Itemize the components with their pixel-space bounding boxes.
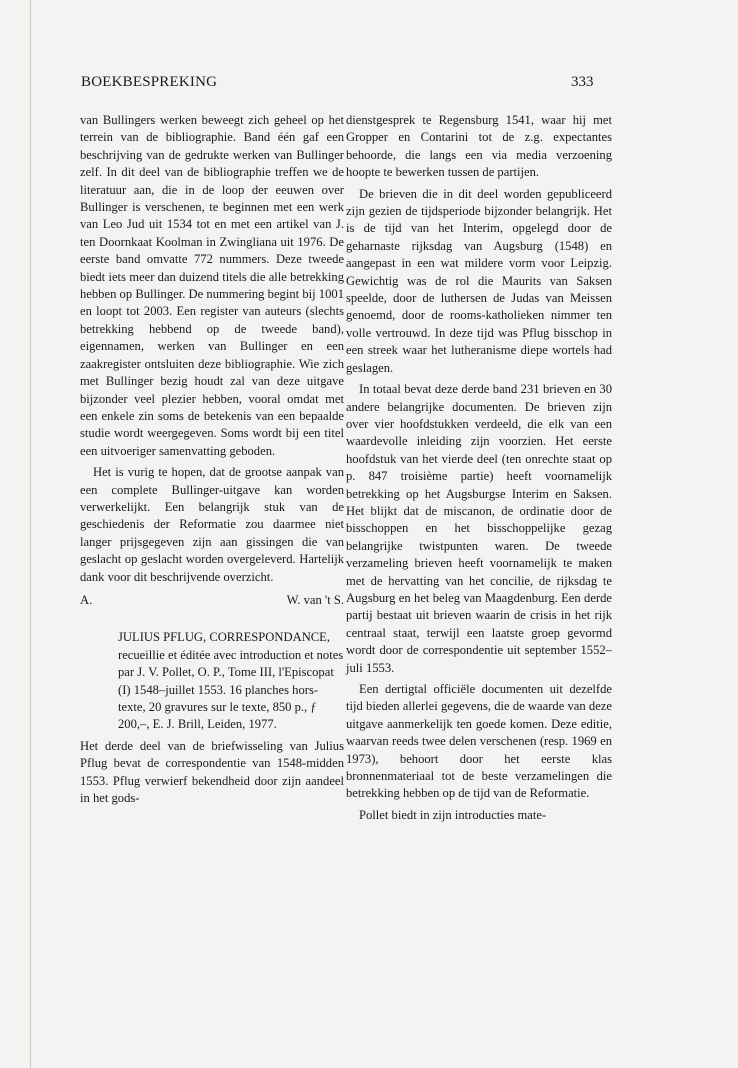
page-edge-rule (30, 0, 31, 1068)
signature-author: W. van 't S. (286, 592, 344, 607)
paragraph: Pollet biedt in zijn introducties mate- (359, 807, 547, 822)
left-column (80, 112, 344, 807)
page-number: 333 (571, 74, 594, 90)
paragraph: van Bullingers werken beweegt zich geheel op het terrein van de bibliographie. Band één gaf een beschrijving van de gedrukte werken van Bullinger zelf. In dit deel van de bibliographie treffen we de literatuur aan, die in de loop der eeuwen over Bullinger is verschenen, te beginnen met een werk van Leo Jud uit 1534 tot en met een artikel van J. ten Doornkaat Koolman in Zwingliana uit 1976. De eerste band omvatte 772 nummers. Deze tweede biedt iets meer dan duizend titels die alle betrekking hebben op Bullinger. De nummering begint bij 1001 en loopt tot 2003. Een register van auteurs (slechts betrekking hebbend op de tweede band), eigennamen, werken van Bullinger en een zaakregister ontsluiten deze bibliographie. Wie zich met Bullinger bezig houdt zal van deze uitgave bijzonder veel plezier hebben, vooral omdat met een enkele zin soms de betekenis van een bepaalde studie wordt weergegeven. Soms wordt bij een titel een uitvoeriger samenvatting geboden. (80, 113, 344, 458)
paragraph: Het derde deel van de briefwisseling van Julius Pflug bevat de correspondentie van 1548-midden 1553. Pflug verwierf bekendheid door zijn aandeel in het gods- (80, 738, 344, 806)
running-header-title: BOEKBESPREKING (81, 74, 218, 90)
paragraph: De brieven die in dit deel worden gepubliceerd zijn gezien de tijdsperiode bijzonder belangrijk. Het is de tijd van het Interim, opgelegd door de geharnaste rijksdag van Augsburg (1548) en aangepast in een wat mildere vorm voor Leipzig. Gewichtig was de rol die Maurits van Saksen speelde, door de luthersen de Judas van Meissen genoemd, door de rooms-katholieken nimmer ten volle vertrouwd. In deze tijd was Pflug bisschop in een streek waar het lutheranisme diepe wortels had geslagen. (346, 186, 612, 375)
paragraph: Een dertigtal officiële documenten uit dezelfde tijd bieden allerlei gegevens, die de waarde van deze uitgave aanmerkelijk ten goede komen. Deze editie, waarvan reeds twee delen verschenen (resp. 1969 en 1973), behoort door het eerste klas bronnenmateriaal tot de beste verzamelingen die betrekking hebben op de tijd van de Reformatie. (346, 682, 612, 801)
right-column (346, 112, 612, 824)
paragraph: In totaal bevat deze derde band 231 brieven en 30 andere belangrijke documenten. De brieven zijn over vier hoofdstukken verdeeld, die elk van een waardevolle inleiding zijn voorzien. Het eerste hoofdstuk van het vierde deel (ten onrechte staat op p. 847 troisième partie) heeft voornamelijk betrekking op het Augsburgse Interim en Saksen. Het blijkt dat de miscanon, de ordinatie door de bisschoppen en het bisschoppelijke gezag belangrijke twistpunten waren. De tweede verzameling brieven heeft voornamelijk te maken met de hervatting van het concilie, de rijksdag te Augsburg en het beleg van Maagdenburg. Een derde partij bestaat uit brieven waarin de crisis in het rijk centraal staat, terwijl een laatste groep gevormd wordt door de correspondentie uit september 1552–juli 1553. (346, 382, 612, 675)
signature-initial: A. (80, 592, 93, 607)
paragraph: Het is vurig te hopen, dat de grootse aanpak van een complete Bullinger-uitgave kan worden verwerkelijkt. Een belangrijk stuk van de geschiedenis der Reformatie zou daarmee niet langer prijsgegeven zijn aan gissingen die van geslacht op geslacht worden overgeleverd. Hartelijk dank voor dit beschrijvende overzicht. (80, 465, 344, 584)
paragraph: dienstgesprek te Regensburg 1541, waar hij met Gropper en Contarini tot de z.g. expectantes behoorde, die langs een via media verzoening hoopte te bewerken tussen de partijen. (346, 113, 612, 180)
review-signature (80, 592, 344, 609)
book-review-heading: JULIUS PFLUG, CORRESPONDANCE, recueillie et éditée avec introduction et notes par J. V. Pollet, O. P., Tome III, l'Episcopat (I) 1548–juillet 1553. 16 planches hors-texte, 20 gravures sur le texte, 850 p., ƒ 200,–, E. J. Brill, Leiden, 1977. (118, 630, 344, 732)
